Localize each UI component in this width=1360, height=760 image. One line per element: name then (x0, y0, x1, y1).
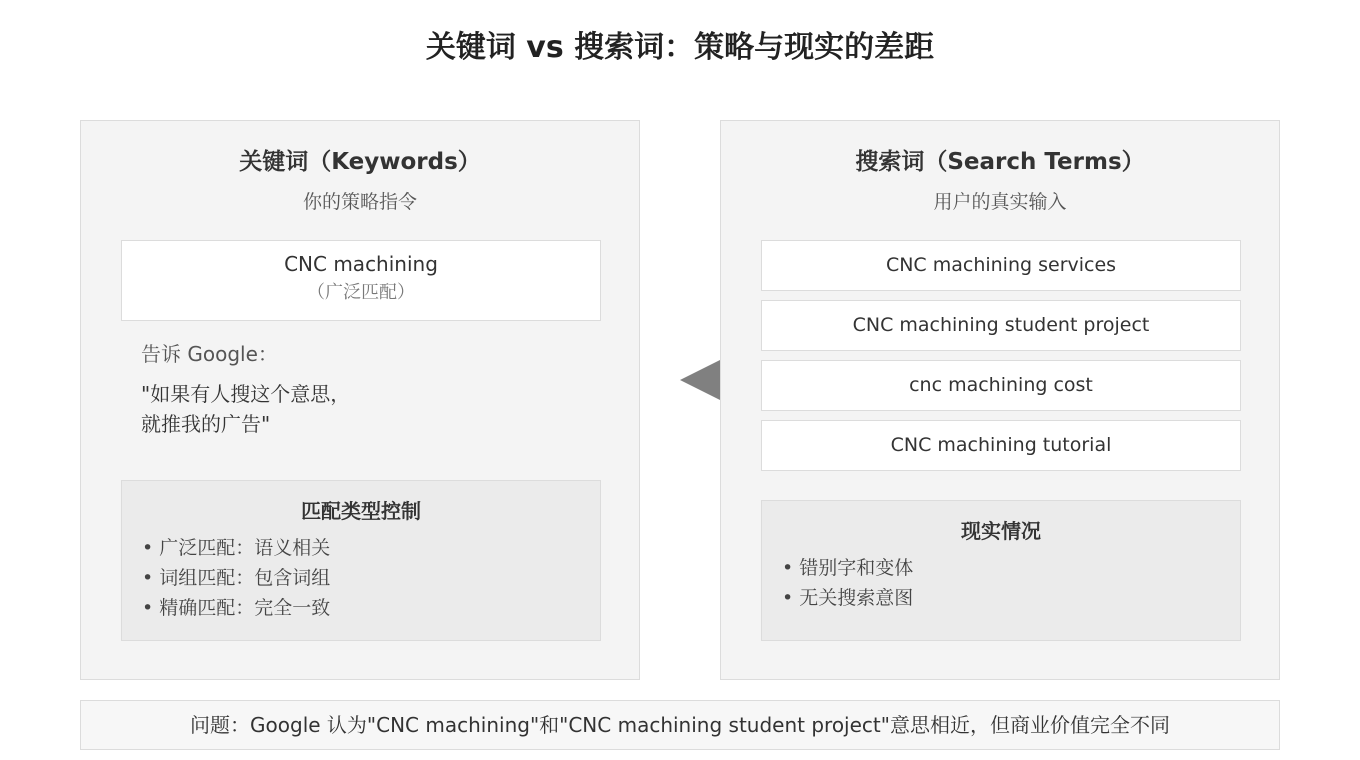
reality-item: • 错别字和变体 (782, 553, 1240, 583)
match-type-item: • 精确匹配：完全一致 (142, 593, 600, 623)
match-type-box (121, 480, 601, 641)
match-type-title: 匹配类型控制 (301, 499, 421, 523)
search-terms-panel-title: 搜索词（Search Terms） (855, 149, 1145, 175)
search-terms-panel-subtitle: 用户的真实输入 (933, 191, 1067, 213)
search-term-card: CNC machining student project (761, 300, 1241, 351)
search-term-card: CNC machining tutorial (761, 420, 1241, 471)
keywords-panel-subtitle: 你的策略指令 (302, 191, 417, 213)
quote-line-2: 就推我的广告" (141, 412, 271, 436)
match-type-item: • 词组匹配：包含词组 (142, 563, 600, 593)
page-title: 关键词 vs 搜索词：策略与现实的差距 (425, 30, 935, 65)
tell-google-quote (141, 379, 350, 439)
match-type-list (122, 533, 600, 623)
keywords-panel (80, 120, 640, 680)
keywords-panel-title: 关键词（Keywords） (239, 149, 481, 175)
reality-title: 现实情况 (961, 519, 1041, 543)
search-term-card: cnc machining cost (761, 360, 1241, 411)
keyword-card (121, 240, 601, 321)
arrow-left-icon (680, 360, 720, 400)
problem-note: 问题：Google 认为"CNC machining"和"CNC machining student project"意思相近，但商业价值完全不同 (80, 700, 1280, 750)
quote-line-1: "如果有人搜这个意思， (141, 382, 351, 406)
reality-box (761, 500, 1241, 641)
reality-item: • 无关搜索意图 (782, 583, 1240, 613)
keyword-match-type: （广泛匹配） (307, 282, 415, 303)
search-terms-panel (720, 120, 1280, 680)
tell-google-label: 告诉 Google： (141, 342, 278, 366)
keyword-text: CNC machining (284, 252, 438, 276)
reality-list (762, 553, 1240, 613)
search-term-card: CNC machining services (761, 240, 1241, 291)
match-type-item: • 广泛匹配：语义相关 (142, 533, 600, 563)
